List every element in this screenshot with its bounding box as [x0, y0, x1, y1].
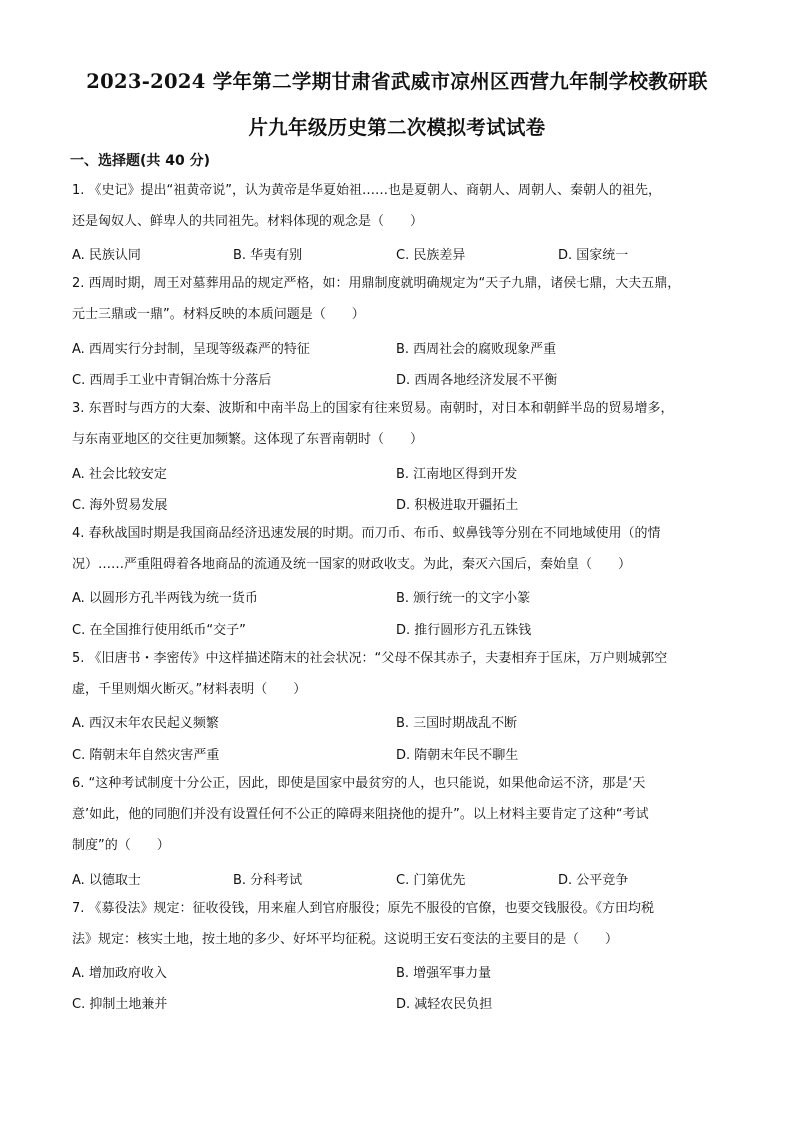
question-text-line: 制度”的（ ） — [72, 838, 170, 853]
option-c[interactable]: C. 门第优先 — [396, 873, 466, 888]
option-a[interactable]: A. 西汉末年农民起义频繁 — [72, 716, 219, 731]
question-text-line: 虚，千里则烟火断灭。”材料表明（ ） — [72, 682, 307, 697]
option-c[interactable]: C. 在全国推行使用纸币“交子” — [72, 623, 246, 638]
option-d[interactable]: D. 积极进取开疆拓土 — [396, 498, 519, 513]
option-b[interactable]: B. 增强军事力量 — [396, 966, 492, 981]
option-a[interactable]: A. 民族认同 — [72, 248, 141, 263]
paper-title-line-2: 片九年级历史第二次模拟考试试卷 — [248, 116, 546, 139]
option-a[interactable]: A. 社会比较安定 — [72, 467, 167, 482]
question-text-line: 1. 《史记》提出“祖黄帝说”，认为黄帝是华夏始祖……也是夏朝人、商朝人、周朝人、秦朝人的祖先， — [72, 183, 662, 198]
option-a[interactable]: A. 以圆形方孔半两钱为统一货币 — [72, 591, 258, 606]
option-b[interactable]: B. 三国时期战乱不断 — [396, 716, 518, 731]
option-c[interactable]: C. 西周手工业中青铜冶炼十分落后 — [72, 373, 272, 388]
option-b[interactable]: B. 江南地区得到开发 — [396, 467, 518, 482]
question-1-options — [72, 244, 732, 264]
option-d[interactable]: D. 国家统一 — [558, 248, 629, 263]
question-2-stem — [72, 268, 732, 330]
option-d[interactable]: D. 西周各地经济发展不平衡 — [396, 373, 558, 388]
question-1-stem — [72, 175, 732, 237]
option-d[interactable]: D. 减轻农民负担 — [396, 997, 493, 1012]
question-text-line: 7. 《募役法》规定：征收役钱，用来雇人到官府服役；原先不服役的官僚，也要交钱服役。《方田均税 — [72, 901, 655, 916]
option-a[interactable]: A. 西周实行分封制，呈现等级森严的特征 — [72, 342, 310, 357]
option-b[interactable]: B. 华夷有别 — [233, 248, 303, 263]
question-6-stem — [72, 768, 732, 861]
question-text-line: 2. 西周时期，周王对墓葬用品的规定严格，如：用鼎制度就明确规定为“天子九鼎，诸侯七鼎，大夫五鼎， — [72, 276, 681, 291]
paper-title-line-1: 2023-2024 学年第二学期甘肃省武威市凉州区西营九年制学校教研联 — [86, 70, 708, 93]
option-c[interactable]: C. 海外贸易发展 — [72, 498, 168, 513]
question-5-stem — [72, 643, 732, 705]
question-text-line: 元士三鼎或一鼎”。材料反映的本质问题是（ ） — [72, 307, 365, 322]
question-text-line: 5. 《旧唐书・李密传》中这样描述隋末的社会状况：“父母不保其赤子，夫妻相弃于匡床，万户则城郭空 — [72, 651, 668, 666]
option-d[interactable]: D. 公平竞争 — [558, 873, 629, 888]
option-c[interactable]: C. 隋朝末年自然灾害严重 — [72, 748, 220, 763]
question-text-line: 况）……严重阻碍着各地商品的流通及统一国家的财政收支。为此，秦灭六国后，秦始皇（ ） — [72, 557, 632, 572]
option-c[interactable]: C. 抑制土地兼并 — [72, 997, 168, 1012]
question-text-line: 意’如此，他的同胞们并没有设置任何不公正的障碍来阻挠他的提升”。以上材料主要肯定了这种“考试 — [72, 807, 649, 822]
question-3-stem — [72, 393, 732, 455]
option-a[interactable]: A. 增加政府收入 — [72, 966, 167, 981]
option-d[interactable]: D. 推行圆形方孔五铢钱 — [396, 623, 532, 638]
question-text-line: 3. 东晋时与西方的大秦、波斯和中南半岛上的国家有往来贸易。南朝时，对日本和朝鲜半岛的贸易增多， — [72, 401, 674, 416]
option-d[interactable]: D. 隋朝末年民不聊生 — [396, 748, 519, 763]
question-text-line: 法》规定：核实土地，按土地的多少、好坏平均征税。这说明王安石变法的主要目的是（ ） — [72, 932, 619, 947]
option-b[interactable]: B. 分科考试 — [233, 873, 303, 888]
option-a[interactable]: A. 以德取士 — [72, 873, 141, 888]
question-text-line: 还是匈奴人、鲜卑人的共同祖先。材料体现的观念是（ ） — [72, 214, 424, 229]
question-text-line: 与东南亚地区的交往更加频繁。这体现了东晋南朝时（ ） — [72, 432, 424, 447]
question-text-line: 4. 春秋战国时期是我国商品经济迅速发展的时期。而刀币、布币、蚁鼻钱等分别在不同地域使用（的情 — [72, 526, 661, 541]
section-heading: 一、选择题(共 40 分) — [70, 153, 211, 169]
question-text-line: 6. “这种考试制度十分公正，因此，即使是国家中最贫穷的人，也只能说，如果他命运不济，那是‘天 — [72, 776, 646, 791]
option-b[interactable]: B. 颁行统一的文字小篆 — [396, 591, 531, 606]
option-c[interactable]: C. 民族差异 — [396, 248, 466, 263]
question-7-stem — [72, 893, 732, 955]
question-4-stem — [72, 518, 732, 580]
option-b[interactable]: B. 西周社会的腐败现象严重 — [396, 342, 557, 357]
question-6-options — [72, 869, 732, 889]
